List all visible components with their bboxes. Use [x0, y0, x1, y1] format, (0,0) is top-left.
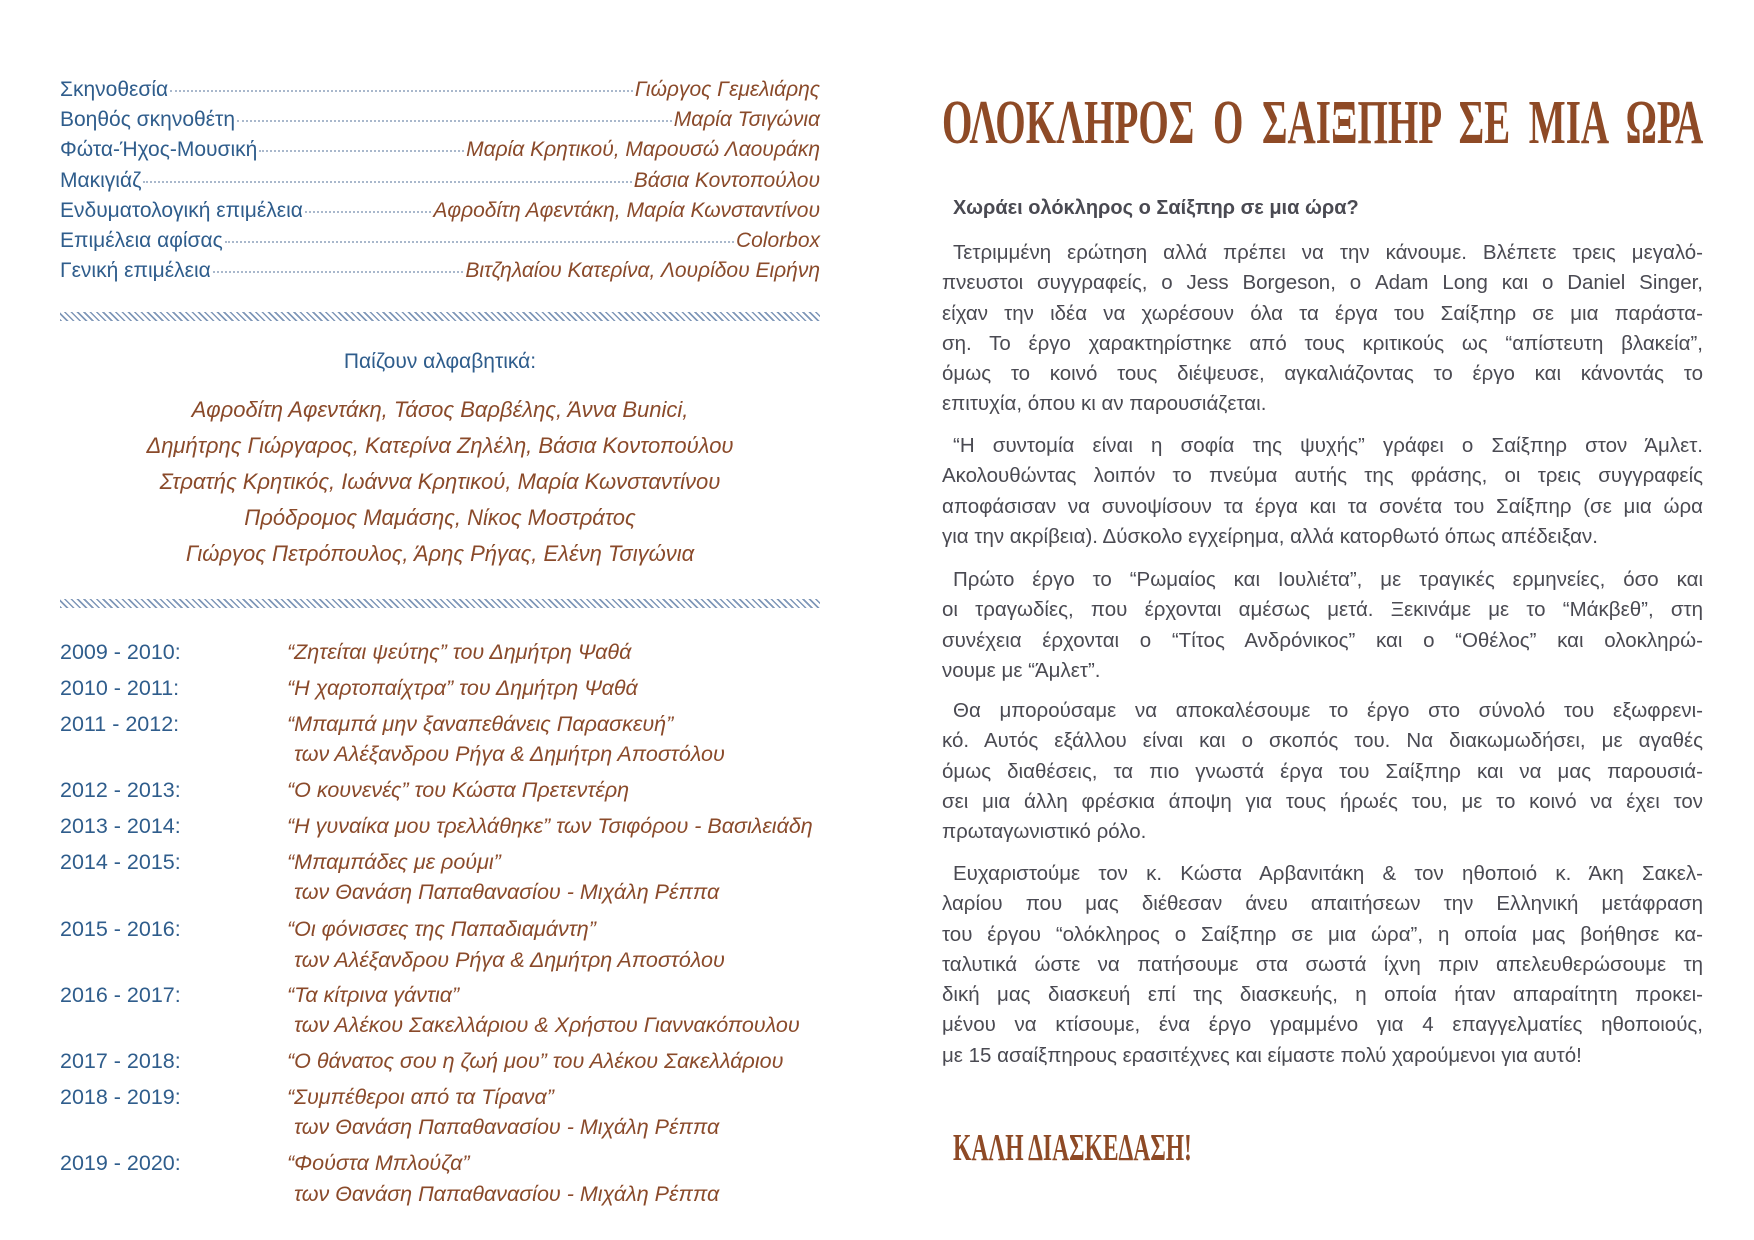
credit-row [60, 259, 820, 289]
production-title: “Οι φόνισσες της Παπαδιαμάντη” [287, 917, 596, 941]
closing-text: ΚΑΛΗ ΔΙΑΣΚΕΔΑΣΗ! [953, 1127, 1192, 1169]
production-title: “Μπαμπάδες με ρούμι” [287, 850, 501, 874]
credit-row [60, 78, 820, 108]
article-paragraph [942, 859, 1703, 1071]
article-paragraph [942, 696, 1703, 847]
paragraph-line: λαρίου που μας διέθεσαν άνευ απαιτήσεων την Ελληνική μετάφραση [942, 892, 1703, 916]
production-title: “Τα κίτρινα γάντια” [287, 983, 460, 1007]
paragraph-line: Ακολουθώντας λοιπόν το πνεύμα αυτής της φράσης, οι τρεις συγγραφείς [942, 464, 1703, 488]
article-paragraph [942, 565, 1703, 686]
credit-role: Βοηθός σκηνοθέτη [60, 108, 236, 132]
dot-leader [170, 90, 633, 92]
paragraph-line: με 15 ασαίξπηρους ερασιτέχνες και είμαστε πολύ χαρούμενοι για αυτό! [942, 1043, 1582, 1067]
credit-row [60, 229, 820, 259]
production-season: 2017 - 2018: [60, 1049, 181, 1073]
paragraph-line: οι τραγωδίες, που έρχονται αμέσως μετά. Ξεκινάμε με το “Μάκβεθ”, στη [942, 598, 1703, 622]
production-title: “Μπαμπά μην ξαναπεθάνεις Παρασκευή” [287, 712, 674, 736]
paragraph-line: επιτυχία, όπου κι αν παρουσιάζεται. [942, 392, 1267, 416]
production-title: “Ζητείται ψεύτης” του Δημήτρη Ψαθά [287, 640, 632, 664]
production-season: 2019 - 2020: [60, 1151, 181, 1175]
credit-role: Φώτα-Ήχος-Μουσική [60, 138, 258, 162]
credit-row [60, 199, 820, 229]
paragraph-line: “Η συντομία είναι η σοφία της ψυχής” γράφει ο Σαίξπηρ στον Άμλετ. [953, 434, 1703, 457]
production-title: “Συμπέθεροι από τα Τίρανα” [287, 1085, 554, 1109]
paragraph-line: όμως διαθέσεις, τα πιο γνωστά έργα του Σαίξπηρ και να μας παρουσιά- [942, 759, 1703, 783]
paragraph-line: ση. Το έργο χαρακτηρίστηκε από τους κριτικούς ως “απίστευτη βλακεία”, [942, 331, 1703, 355]
production-title: “Η χαρτοπαίχτρα” του Δημήτρη Ψαθά [287, 676, 638, 700]
credit-role: Ενδυματολογική επιμέλεια [60, 198, 303, 222]
paragraph-line: Πρώτο έργο το “Ρωμαίος και Ιουλιέτα”, με τραγικές ερμηνείες, όσο και [953, 568, 1703, 591]
production-season: 2011 - 2012: [60, 712, 180, 736]
production-season: 2015 - 2016: [60, 917, 181, 941]
dot-leader [213, 271, 464, 273]
production-title: “Ο θάνατος σου η ζωή μου” του Αλέκου Σακελλάριου [287, 1049, 784, 1073]
credits-list [60, 78, 820, 289]
production-season: 2013 - 2014: [60, 814, 181, 838]
production-authors: των Θανάση Παπαθανασίου - Μιχάλη Ρέππα [294, 1182, 720, 1206]
article-title-text: ΟΛΟΚΛΗΡΟΣ Ο ΣΑΙΞΠΗΡ ΣΕ ΜΙΑ ΩΡΑ [942, 89, 1704, 157]
production-authors: των Αλέξανδρου Ρήγα & Δημήτρη Αποστόλου [294, 948, 725, 972]
production-title: “Ο κουνενές” του Κώστα Πρετεντέρη [287, 778, 630, 802]
production-season: 2014 - 2015: [60, 850, 181, 874]
dot-leader [305, 211, 431, 213]
production-authors: των Θανάση Παπαθανασίου - Μιχάλη Ρέππα [294, 880, 720, 904]
production-season: 2018 - 2019: [60, 1085, 181, 1109]
production-title: “Φούστα Μπλούζα” [287, 1151, 470, 1175]
paragraph-line: σει μια άλλη φρέσκια άποψη για τους ήρωές του, με το κοινό να έχει τον [942, 789, 1703, 813]
article-paragraph [942, 431, 1703, 552]
paragraph-line: πρωταγωνιστικό ρόλο. [942, 820, 1147, 844]
dot-leader [143, 181, 631, 183]
dot-leader [237, 120, 672, 122]
article-paragraph [942, 238, 1703, 420]
production-season: 2012 - 2013: [60, 778, 181, 802]
cast-line: Αφροδίτη Αφεντάκη, Τάσος Βαρβέλης, Άννα Bunici, [191, 397, 689, 422]
production-title: “Η γυναίκα μου τρελλάθηκε” των Τσιφόρου - Βασιλειάδη [287, 814, 813, 838]
cast-list [60, 394, 820, 574]
credit-role: Επιμέλεια αφίσας [60, 228, 223, 252]
credit-row [60, 108, 820, 138]
paragraph-line: συνέχεια έρχονται ο “Τίτος Ανδρόνικος” και ο “Οθέλος” και ολοκληρώ- [942, 628, 1703, 652]
production-authors: των Αλέξανδρου Ρήγα & Δημήτρη Αποστόλου [294, 742, 725, 766]
cast-heading: Παίζουν αλφαβητικά: [343, 350, 537, 373]
credit-row [60, 138, 820, 168]
production-season: 2010 - 2011: [60, 676, 180, 700]
credit-row [60, 169, 820, 199]
credit-role: Σκηνοθεσία [60, 78, 169, 101]
article-subtitle: Χωράει ολόκληρος ο Σαίξπηρ σε μια ώρα? [953, 197, 1359, 219]
article-title [942, 88, 1703, 158]
cast-line: Πρόδρομος Μαμάσης, Νίκος Μοστράτος [244, 505, 636, 530]
paragraph-line: κό. Αυτός εξάλλου είναι και ο σκοπός του. Να διακωμωδήσει, με αγαθές [942, 729, 1703, 753]
credit-role: Γενική επιμέλεια [60, 259, 211, 283]
paragraph-line: δική μας διασκευή επί της διασκευής, η οποία ήταν απαραίτητη προκει- [942, 983, 1703, 1007]
paragraph-line: είχαν την ιδέα να χωρέσουν όλα τα έργα του Σαίξπηρ σε μια παράστα- [942, 301, 1703, 325]
paragraph-line: ταλυτικά ώστε να πατήσουμε στα σωστά ίχνη πριν απελευθερώσουμε τη [942, 952, 1703, 976]
paragraph-line: μένου να κτίσουμε, ένα έργο γραμμένο για 4 επαγγελματίες ηθοποιούς, [942, 1013, 1703, 1037]
production-authors: των Θανάση Παπαθανασίου - Μιχάλη Ρέππα [294, 1115, 720, 1139]
credit-name: Βιτζηλαίου Κατερίνα, Λουρίδου Ειρήνη [465, 259, 820, 283]
paragraph-line: για την ακρίβεια). Δύσκολο εγχείρημα, αλλά κατορθωτό όπως απέδειξαν. [942, 524, 1598, 548]
production-season: 2016 - 2017: [60, 983, 181, 1007]
hatched-divider [60, 312, 820, 321]
paragraph-line: Τετριμμένη ερώτηση αλλά πρέπει να την κάνουμε. Βλέπετε τρεις μεγαλό- [953, 241, 1703, 264]
paragraph-line: Θα μπορούσαμε να αποκαλέσουμε το έργο στο σύνολό του εξωφρενι- [953, 699, 1703, 722]
closing-line [953, 1126, 1338, 1169]
production-authors: των Αλέκου Σακελλάριου & Χρήστου Γιαννακόπουλου [294, 1013, 800, 1037]
paragraph-line: αποφάσισαν να συνοψίσουν τα έργα και τα σονέτα του Σαίξπηρ (σε μια ώρα [942, 494, 1703, 518]
credit-name: Μαρία Τσιγώνια [673, 108, 820, 132]
paragraph-line: πνευστοι συγγραφείς, ο Jess Borgeson, ο Adam Long και ο Daniel Singer, [942, 271, 1703, 295]
production-season: 2009 - 2010: [60, 640, 181, 664]
hatched-divider [60, 599, 820, 608]
cast-line: Γιώργος Πετρόπουλος, Άρης Ρήγας, Ελένη Τσιγώνια [185, 541, 695, 566]
credit-name: Βάσια Κοντοπούλου [633, 168, 820, 192]
paragraph-line: νουμε με “Άμλετ”. [942, 658, 1101, 682]
dot-leader [259, 150, 464, 152]
cast-line: Στρατής Κρητικός, Ιωάννα Κρητικού, Μαρία Κωνσταντίνου [159, 469, 721, 494]
paragraph-line: του έργου “ολόκληρος ο Σαίξπηρ σε μια ώρα”, η οποία μας βοήθησε κα- [942, 922, 1703, 946]
cast-line: Δημήτρης Γιώργαρος, Κατερίνα Ζηλέλη, Βάσια Κοντοπούλου [146, 433, 734, 458]
credit-name: Colorbox [735, 228, 820, 252]
credit-name: Αφροδίτη Αφεντάκη, Μαρία Κωνσταντίνου [433, 198, 820, 222]
credit-name: Γιώργος Γεμελιάρης [634, 78, 820, 101]
paragraph-line: Ευχαριστούμε τον κ. Κώστα Αρβανιτάκη & τον ηθοποιό κ. Άκη Σακελ- [953, 862, 1703, 885]
paragraph-line: όμως το κοινό τους διέψευσε, αγκαλιάζοντας το έργο και κάνοντάς το [942, 362, 1703, 386]
dot-leader [225, 241, 734, 243]
credit-role: Μακιγιάζ [60, 168, 142, 192]
credit-name: Μαρία Κρητικού, Μαρουσώ Λαουράκη [466, 138, 820, 162]
